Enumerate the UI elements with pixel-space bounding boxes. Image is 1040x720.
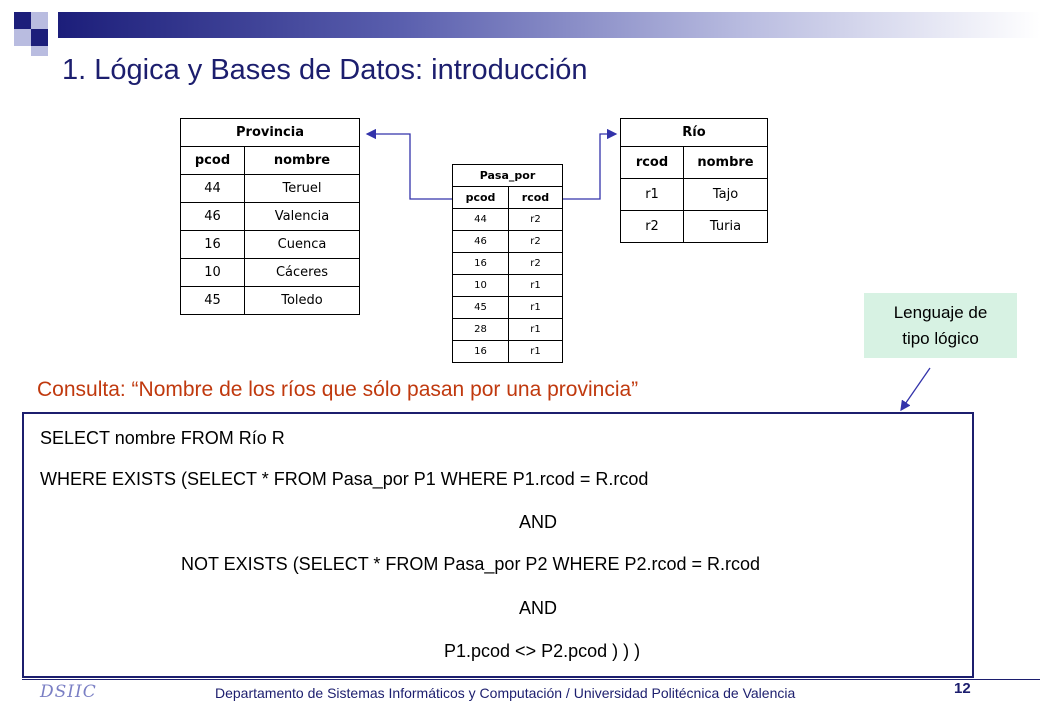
table-row <box>453 209 563 231</box>
cell: r1 <box>509 341 563 363</box>
cell: 10 <box>453 275 509 297</box>
cell: r2 <box>621 211 684 243</box>
cell: 46 <box>181 203 245 231</box>
sql-line-6: P1.pcod <> P2.pcod ) ) ) <box>444 641 641 661</box>
cell: Tajo <box>684 179 768 211</box>
rio-table-name: Río <box>621 119 768 147</box>
rio-table <box>620 118 768 243</box>
cell: Toledo <box>245 287 360 315</box>
sql-line-3: AND <box>519 512 558 532</box>
footer-divider <box>22 679 1040 680</box>
cell: 16 <box>453 253 509 275</box>
cell: r2 <box>509 253 563 275</box>
cell: r2 <box>509 231 563 253</box>
cell: 10 <box>181 259 245 287</box>
cell: r1 <box>621 179 684 211</box>
cell: 44 <box>453 209 509 231</box>
pasapor-header-pcod: pcod <box>453 187 509 209</box>
table-row <box>181 259 360 287</box>
cell: r1 <box>509 319 563 341</box>
table-row <box>181 287 360 315</box>
sql-line-5: AND <box>519 598 558 618</box>
cell: r1 <box>509 297 563 319</box>
page-title: 1. Lógica y Bases de Datos: introducción <box>62 54 588 86</box>
provincia-header-pcod: pcod <box>181 147 245 175</box>
table-row <box>453 231 563 253</box>
pasapor-table-name: Pasa_por <box>453 165 563 187</box>
rio-header-nombre: nombre <box>684 147 768 179</box>
cell: Cuenca <box>245 231 360 259</box>
page-number: 12 <box>954 680 971 697</box>
callout-line-2: tipo lógico <box>902 328 979 348</box>
table-row <box>181 175 360 203</box>
cell: Turia <box>684 211 768 243</box>
arrow-callout-pointer <box>901 368 930 410</box>
arrow-pasapor-to-provincia <box>367 134 452 199</box>
cell: 45 <box>181 287 245 315</box>
pasapor-header-rcod: rcod <box>509 187 563 209</box>
footer-text: Departamento de Sistemas Informáticos y Computación / Universidad Politécnica de Valencia <box>215 685 796 701</box>
table-row <box>181 231 360 259</box>
provincia-table <box>180 118 360 315</box>
provincia-header-nombre: nombre <box>245 147 360 175</box>
table-row <box>453 275 563 297</box>
cell: 16 <box>181 231 245 259</box>
cell: 28 <box>453 319 509 341</box>
rio-header-rcod: rcod <box>621 147 684 179</box>
callout-line-1: Lenguaje de <box>893 302 988 322</box>
cell: Cáceres <box>245 259 360 287</box>
cell: r2 <box>509 209 563 231</box>
sql-line-4: NOT EXISTS (SELECT * FROM Pasa_por P2 WHERE P2.rcod = R.rcod <box>181 554 761 574</box>
cell: 16 <box>453 341 509 363</box>
dsic-logo: DSIIC <box>40 682 97 702</box>
table-row <box>453 341 563 363</box>
query-description: Consulta: “Nombre de los ríos que sólo pasan por una provincia” <box>37 378 639 401</box>
table-row <box>181 203 360 231</box>
table-row <box>453 319 563 341</box>
cell: 46 <box>453 231 509 253</box>
cell: Valencia <box>245 203 360 231</box>
cell: r1 <box>509 275 563 297</box>
provincia-table-name: Provincia <box>181 119 360 147</box>
arrow-pasapor-to-rio <box>563 134 616 199</box>
table-row <box>621 211 768 243</box>
table-row <box>453 253 563 275</box>
pasapor-table <box>452 164 563 363</box>
language-callout <box>864 293 1017 358</box>
cell: 45 <box>453 297 509 319</box>
table-row <box>453 297 563 319</box>
cell: 44 <box>181 175 245 203</box>
cell: Teruel <box>245 175 360 203</box>
table-row <box>621 179 768 211</box>
sql-line-2: WHERE EXISTS (SELECT * FROM Pasa_por P1 WHERE P1.rcod = R.rcod <box>40 469 649 489</box>
sql-code-box <box>22 412 974 678</box>
sql-line-1: SELECT nombre FROM Río R <box>40 428 285 448</box>
